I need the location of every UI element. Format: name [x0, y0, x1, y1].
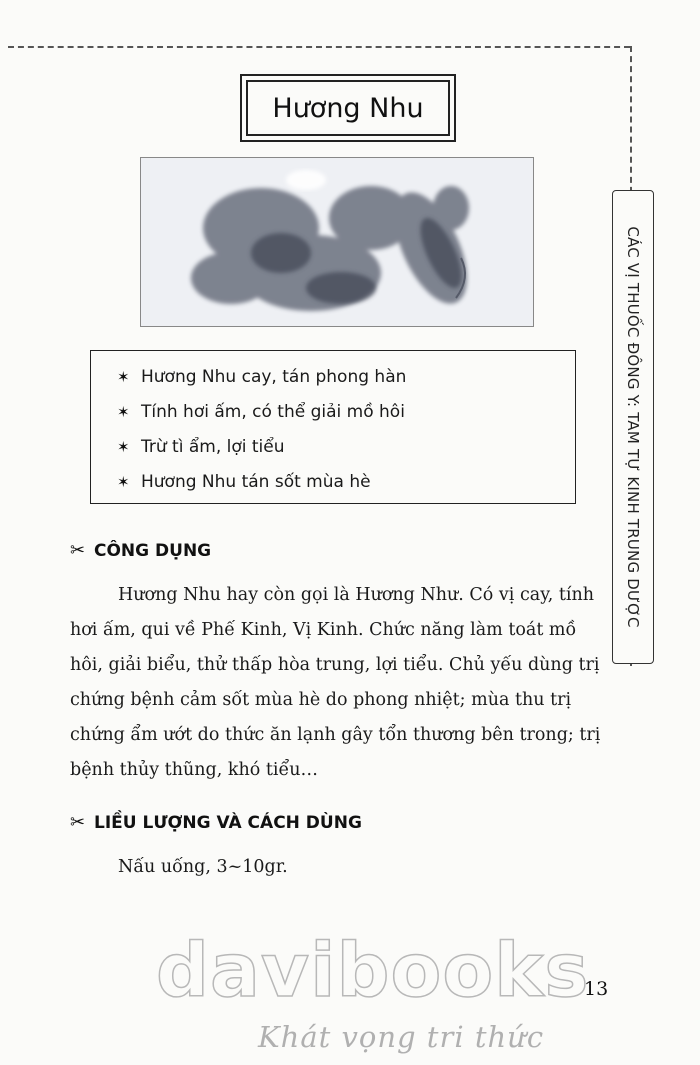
section-text-uses: Hương Nhu hay còn gọi là Hương Như. Có vị cay, tính hơi ấm, qui về Phế Kinh, Vị Kinh. Chức năng làm toát mồ hôi, giải biểu, thử thấp hòa trung, lợi tiểu. Chủ yếu dùng trị chứng bệnh cảm sốt mùa hè do phong nhiệt; mùa thu trị chứng ẩm ướt do thức ăn lạnh gây tổn thương bên trong; trị bệnh thủy thũng, khó tiểu…: [70, 585, 601, 780]
section-heading-dosage: ✂ LIỀU LƯỢNG VÀ CÁCH DÙNG: [70, 812, 362, 833]
watermark-slogan: Khát vọng tri thức: [258, 1020, 545, 1054]
summary-item: ✶ Hương Nhu tán sốt mùa hè: [117, 471, 371, 492]
summary-list: [91, 351, 575, 499]
star-bullet-icon: ✶: [117, 472, 130, 491]
summary-item: ✶ Trừ tì ẩm, lợi tiểu: [117, 436, 285, 457]
flourish-icon: ✂: [70, 812, 86, 833]
star-bullet-icon: ✶: [117, 402, 130, 421]
summary-item: ✶ Hương Nhu cay, tán phong hàn: [117, 366, 407, 387]
top-rule: [8, 46, 630, 48]
herb-photo: [140, 157, 534, 327]
star-bullet-icon: ✶: [117, 367, 130, 386]
section-text-dosage: Nấu uống, 3~10gr.: [118, 857, 288, 877]
summary-item: ✶ Tính hơi ấm, có thể giải mồ hôi: [117, 401, 405, 422]
watermark-brand: davibooks: [156, 928, 590, 1014]
chapter-title: CÁC VỊ THUỐC ĐÔNG Y: TAM TỰ KINH TRUNG DƯỢC: [624, 226, 642, 628]
page-number: 13: [584, 978, 609, 1000]
chapter-side-tab: [612, 190, 654, 664]
section-heading-uses: ✂ CÔNG DỤNG: [70, 540, 212, 561]
page-title: Hương Nhu: [272, 92, 424, 124]
title-frame: [246, 80, 450, 136]
star-bullet-icon: ✶: [117, 437, 130, 456]
summary-box: [90, 350, 576, 504]
flourish-icon: ✂: [70, 540, 86, 561]
herb-illustration: [141, 158, 533, 326]
